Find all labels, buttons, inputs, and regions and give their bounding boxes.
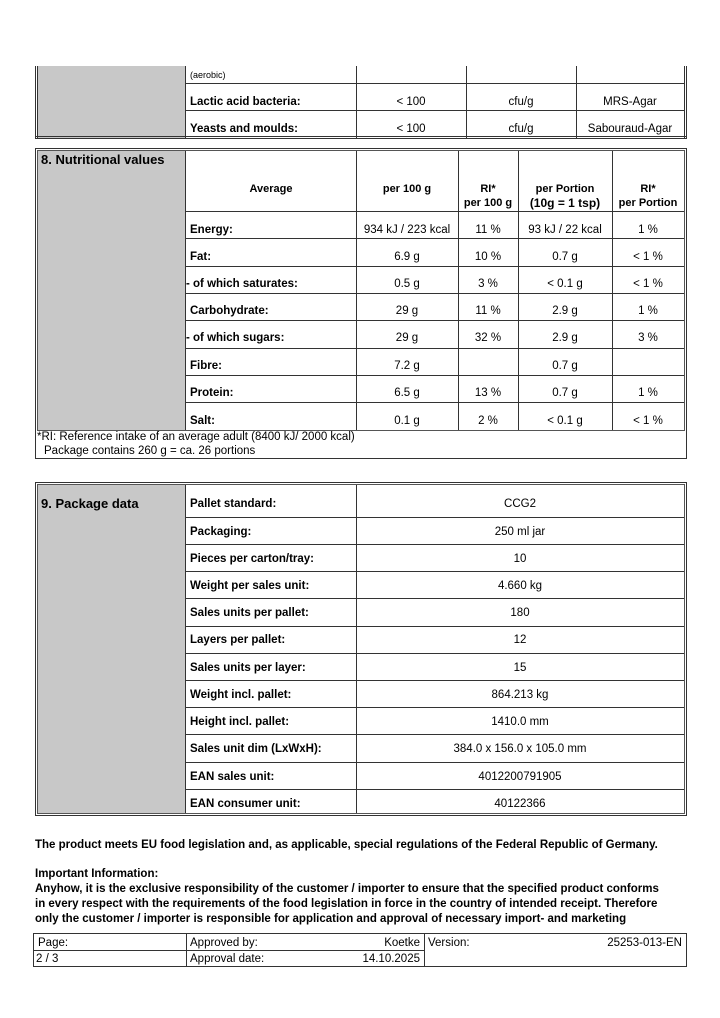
- important-line-1: Anyhow, it is the exclusive responsibility of the customer / importer to ensure that the specified product conforms: [35, 883, 659, 895]
- package-value: 250 ml jar: [494, 526, 546, 538]
- value-per100: 0.5 g: [394, 278, 420, 290]
- value-ri100: 3 %: [478, 278, 498, 290]
- nutrient-label: Fat:: [190, 251, 212, 263]
- value-ri100: 11 %: [475, 224, 501, 236]
- package-label: Sales units per layer:: [190, 662, 306, 674]
- nutrition-title: 8. Nutritional values: [41, 152, 165, 167]
- micro-method-lactic: MRS-Agar: [603, 96, 657, 108]
- package-title: 9. Package data: [41, 496, 139, 511]
- approved-by-label: Approved by:: [190, 937, 258, 949]
- header-portion-b: (10g = 1 tsp): [529, 196, 601, 210]
- package-value: 10: [513, 553, 527, 565]
- package-label: EAN consumer unit:: [190, 798, 301, 810]
- value-portion: 0.7 g: [552, 360, 578, 372]
- grey-sidebar: [37, 66, 186, 138]
- micro-label-yeasts: Yeasts and moulds:: [190, 123, 299, 135]
- grey-sidebar: [38, 151, 186, 430]
- approval-date-value: 14.10.2025: [362, 953, 420, 965]
- package-label: EAN sales unit:: [190, 771, 275, 783]
- nutrient-label: Carbohydrate:: [190, 305, 269, 317]
- legislation-statement: The product meets EU food legislation and, as applicable, special regulations of the Federal Republic of Germany.: [35, 839, 658, 851]
- package-label: Sales unit dim (LxWxH):: [190, 743, 322, 755]
- version-value: 25253-013-EN: [607, 937, 682, 949]
- package-value: 12: [513, 634, 527, 646]
- header-portion-a: per Portion: [535, 183, 595, 195]
- nutrient-label: - of which saturates:: [186, 278, 298, 290]
- package-value: 4.660 kg: [497, 580, 543, 592]
- page-label: Page:: [38, 937, 69, 949]
- package-label: Sales units per pallet:: [190, 607, 309, 619]
- value-ri100: 10 %: [474, 251, 502, 263]
- micro-unit-lactic: cfu/g: [508, 96, 534, 108]
- package-value: 864.213 kg: [491, 689, 549, 701]
- value-portion: 2.9 g: [552, 305, 578, 317]
- micro-unit-yeasts: cfu/g: [508, 123, 534, 135]
- micro-limit-yeasts: < 100: [396, 123, 426, 135]
- package-label: Weight per sales unit:: [190, 580, 310, 592]
- value-portion: 0.7 g: [552, 251, 578, 263]
- micro-limit-lactic: < 100: [396, 96, 426, 108]
- package-label: Weight incl. pallet:: [190, 689, 292, 701]
- nutrient-label: Fibre:: [190, 360, 222, 372]
- nutrient-label: Protein:: [190, 387, 234, 399]
- value-riport: < 1 %: [633, 251, 663, 263]
- header-riport-b: per Portion: [618, 197, 678, 209]
- portions-footnote: Package contains 260 g = ca. 26 portions: [44, 445, 256, 457]
- value-per100: 6.5 g: [394, 387, 420, 399]
- version-label: Version:: [428, 937, 470, 949]
- package-label: Layers per pallet:: [190, 634, 286, 646]
- aerobic-note: (aerobic): [190, 70, 226, 80]
- value-riport: < 1 %: [633, 278, 663, 290]
- grey-sidebar: [38, 485, 186, 813]
- package-value: 180: [510, 607, 530, 619]
- value-ri100: 11 %: [475, 305, 501, 317]
- value-portion: 93 kJ / 22 kcal: [528, 224, 602, 236]
- header-riport-a: RI*: [640, 183, 656, 195]
- value-portion: < 0.1 g: [547, 278, 583, 290]
- page-number: 2 / 3: [36, 953, 59, 965]
- value-riport: 1 %: [638, 387, 658, 399]
- ri-footnote: *RI: Reference intake of an average adult (8400 kJ/ 2000 kcal): [37, 431, 355, 443]
- micro-label-lactic: Lactic acid bacteria:: [190, 96, 301, 108]
- micro-method-yeasts: Sabouraud-Agar: [587, 123, 673, 135]
- package-label: Packaging:: [190, 526, 252, 538]
- value-portion: 2.9 g: [552, 332, 578, 344]
- important-line-2: in every respect with the requirements of the food legislation in force in the country of intended receipt. Therefore: [35, 898, 658, 910]
- package-value: 15: [513, 662, 527, 674]
- package-value: 4012200791905: [478, 771, 562, 783]
- value-per100: 29 g: [395, 332, 419, 344]
- value-per100: 7.2 g: [394, 360, 420, 372]
- value-ri100: 32 %: [474, 332, 502, 344]
- package-label: Pieces per carton/tray:: [190, 553, 315, 565]
- value-riport: < 1 %: [633, 415, 663, 427]
- approval-date-label: Approval date:: [190, 953, 265, 965]
- header-ri100-b: per 100 g: [463, 197, 513, 209]
- value-ri100: 13 %: [474, 387, 502, 399]
- value-per100: 29 g: [395, 305, 419, 317]
- approved-by-value: Koetke: [384, 937, 420, 949]
- nutrient-label: - of which sugars:: [186, 332, 285, 344]
- value-riport: 1 %: [638, 305, 658, 317]
- value-riport: 3 %: [638, 332, 658, 344]
- value-portion: 0.7 g: [552, 387, 578, 399]
- value-per100: 6.9 g: [394, 251, 420, 263]
- header-average: Average: [249, 183, 293, 195]
- package-value: 1410.0 mm: [491, 716, 549, 728]
- package-value: CCG2: [504, 498, 536, 510]
- package-label: Height incl. pallet:: [190, 716, 290, 728]
- value-per100: 934 kJ / 223 kcal: [363, 224, 451, 236]
- important-line-3: only the customer / importer is responsible for application and approval of necessary import- and marketing: [35, 913, 627, 925]
- value-ri100: 2 %: [478, 415, 498, 427]
- header-ri100-a: RI*: [480, 183, 496, 195]
- value-per100: 0.1 g: [394, 415, 420, 427]
- nutrient-label: Energy:: [190, 224, 233, 236]
- package-value: 384.0 x 156.0 x 105.0 mm: [453, 743, 587, 755]
- header-per100: per 100 g: [382, 183, 432, 195]
- nutrient-label: Salt:: [190, 415, 215, 427]
- value-portion: < 0.1 g: [547, 415, 583, 427]
- package-value: 40122366: [494, 798, 546, 810]
- package-label: Pallet standard:: [190, 498, 277, 510]
- important-title: Important Information:: [35, 868, 159, 880]
- value-riport: 1 %: [638, 224, 658, 236]
